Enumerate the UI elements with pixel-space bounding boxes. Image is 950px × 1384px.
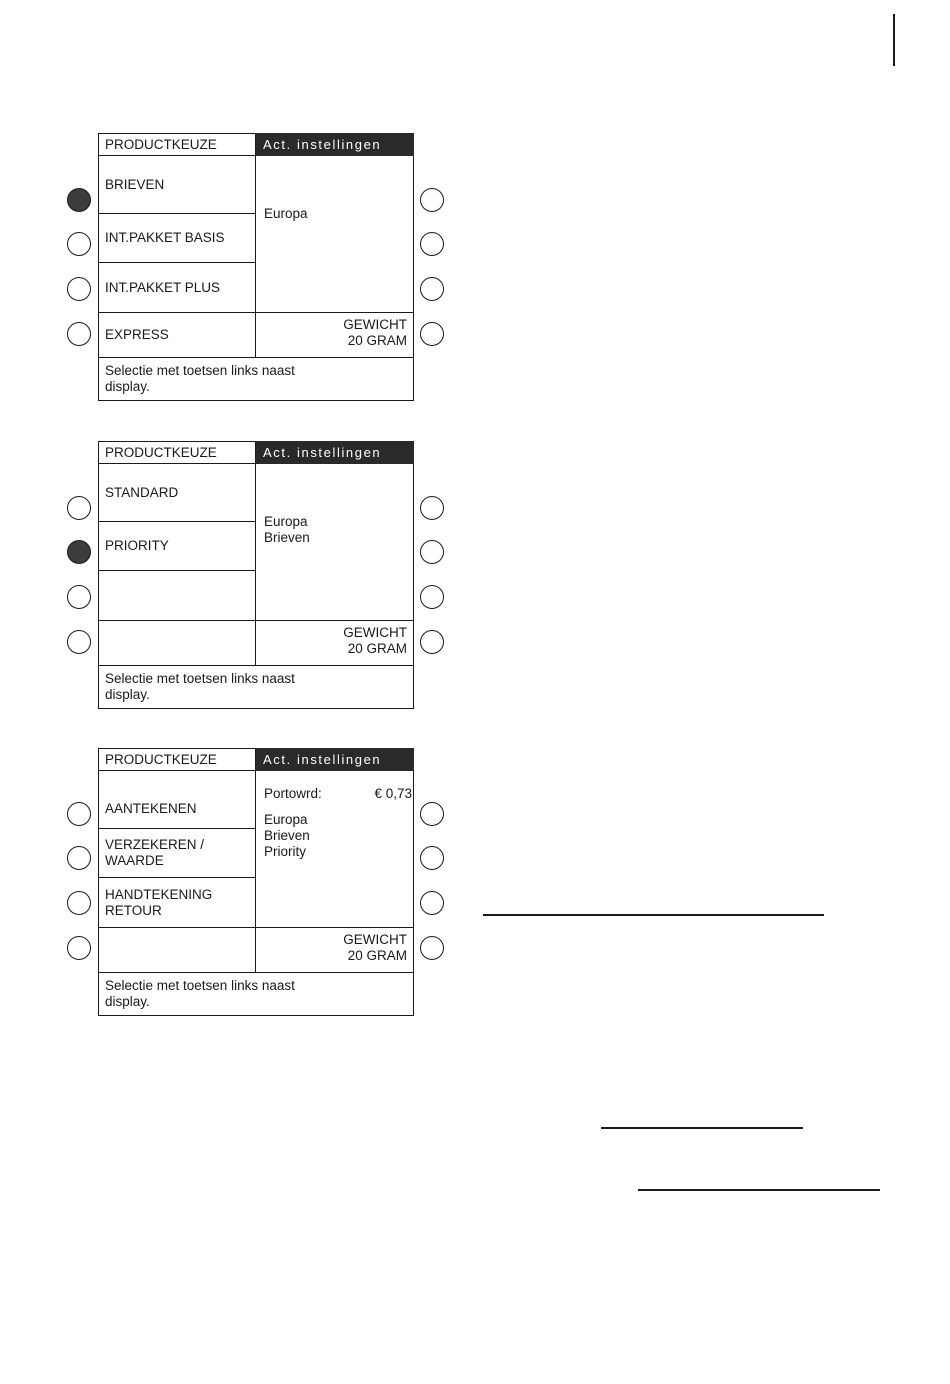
right-key-1[interactable] <box>420 496 444 520</box>
footer-hint <box>99 973 413 1015</box>
option-express[interactable]: EXPRESS <box>105 327 169 342</box>
weight-value: 20 GRAM <box>347 641 407 656</box>
left-key-4[interactable] <box>67 936 91 960</box>
current-settings <box>264 786 412 860</box>
option-empty[interactable] <box>99 928 255 972</box>
option-int-pakket-plus[interactable]: INT.PAKKET PLUS <box>105 279 221 295</box>
right-key-2[interactable] <box>420 540 444 564</box>
header-title: PRODUCTKEUZE <box>99 134 256 156</box>
footer-hint-line: Selectie met toetsen links naast <box>105 363 295 378</box>
setting-line: Brieven <box>264 828 310 843</box>
option-empty[interactable] <box>99 571 255 620</box>
setting-line: Europa <box>264 514 308 529</box>
option-handtekening-retour[interactable]: HANDTEKENING RETOUR <box>105 886 213 918</box>
footer-hint-line: display. <box>105 994 150 1009</box>
left-key-4[interactable] <box>67 630 91 654</box>
footer-hint-line: display. <box>105 687 150 702</box>
right-key-1[interactable] <box>420 188 444 212</box>
display-screen-3 <box>98 748 414 1016</box>
right-key-2[interactable] <box>420 846 444 870</box>
header-title: PRODUCTKEUZE <box>99 749 256 771</box>
header-title: PRODUCTKEUZE <box>99 442 256 464</box>
option-priority[interactable]: PRIORITY <box>105 538 169 553</box>
weight-label: GEWICHT <box>343 317 407 332</box>
footer-hint-line: Selectie met toetsen links naast <box>105 978 295 993</box>
header-active-settings: Act. instellingen <box>256 133 414 156</box>
weight-display <box>256 313 414 357</box>
option-standard[interactable]: STANDARD <box>105 484 179 500</box>
right-key-2[interactable] <box>420 232 444 256</box>
left-key-1[interactable] <box>67 188 91 212</box>
right-key-3[interactable] <box>420 277 444 301</box>
right-key-4[interactable] <box>420 630 444 654</box>
postage-value-row <box>264 786 412 802</box>
right-key-3[interactable] <box>420 891 444 915</box>
weight-value: 20 GRAM <box>347 948 407 963</box>
divider-rule <box>638 1189 880 1191</box>
current-settings <box>264 206 409 222</box>
page-edge-marker <box>893 14 895 66</box>
option-verzekeren-waarde[interactable]: VERZEKEREN / WAARDE <box>105 837 205 868</box>
postage-label: Portowrd: <box>264 786 322 801</box>
footer-hint-line: display. <box>105 379 150 394</box>
right-key-3[interactable] <box>420 585 444 609</box>
option-empty[interactable] <box>99 621 255 665</box>
left-key-3[interactable] <box>67 277 91 301</box>
option-aantekenen[interactable]: AANTEKENEN <box>105 800 197 816</box>
footer-hint <box>99 358 413 400</box>
left-key-2[interactable] <box>67 540 91 564</box>
option-int-pakket-basis[interactable]: INT.PAKKET BASIS <box>105 230 225 245</box>
right-key-4[interactable] <box>420 936 444 960</box>
setting-line: Priority <box>264 844 307 859</box>
header-active-settings: Act. instellingen <box>256 441 414 464</box>
display-screen-2 <box>98 441 414 709</box>
weight-label: GEWICHT <box>343 932 407 947</box>
display-screen-1 <box>98 133 414 401</box>
setting-line: Europa <box>264 206 308 221</box>
left-key-4[interactable] <box>67 322 91 346</box>
setting-line: Brieven <box>264 530 310 545</box>
setting-line: Europa <box>264 812 308 827</box>
left-key-3[interactable] <box>67 585 91 609</box>
footer-hint <box>99 666 413 708</box>
right-key-1[interactable] <box>420 802 444 826</box>
current-settings <box>264 514 409 546</box>
left-key-3[interactable] <box>67 891 91 915</box>
weight-label: GEWICHT <box>343 625 407 640</box>
divider-rule <box>601 1127 803 1129</box>
left-key-2[interactable] <box>67 232 91 256</box>
header-active-settings: Act. instellingen <box>256 748 414 771</box>
left-key-2[interactable] <box>67 846 91 870</box>
right-key-4[interactable] <box>420 322 444 346</box>
option-brieven[interactable]: BRIEVEN <box>105 176 165 192</box>
weight-value: 20 GRAM <box>347 333 407 348</box>
divider-rule <box>483 914 824 916</box>
weight-display <box>256 928 414 972</box>
left-key-1[interactable] <box>67 496 91 520</box>
postage-value: € 0,73 <box>374 786 412 801</box>
footer-hint-line: Selectie met toetsen links naast <box>105 671 295 686</box>
left-key-1[interactable] <box>67 802 91 826</box>
weight-display <box>256 621 414 665</box>
